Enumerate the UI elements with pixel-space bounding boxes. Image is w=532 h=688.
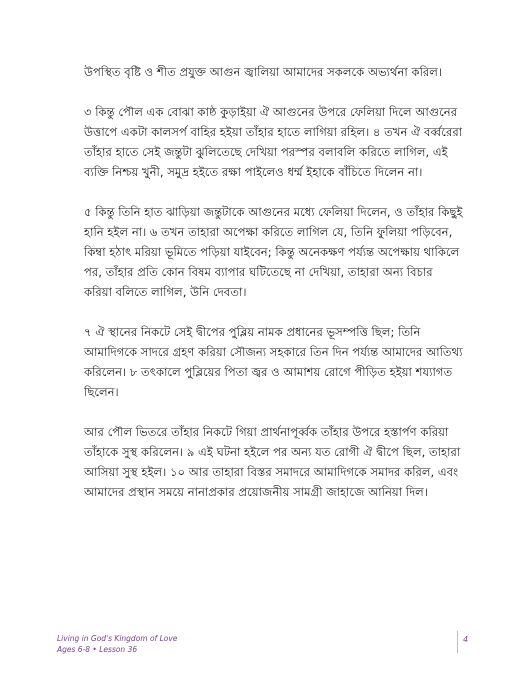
paragraph-2: ৩ কিন্তু পৌল এক বোঝা কাষ্ঠ কুড়াইয়া ঐ আগুনের উপরে ফেলিয়া দিলে আগুনের উত্তাপে একটা কালসর্প বাহির হইয়া তাঁহার হাতে লাগিয়া রহিল। ৪ তখন ঐ বর্ব্বরেরা তাঁহার হাতে সেই জন্তুটা ঝুলিতেছে দেখিয়া পরস্পর বলাবলি করিতে লাগিল, এই ব্যক্তি নিশ্চয় খুনী, সমুদ্র হইতে রক্ষা পাইলেও ধর্ম্ম ইহাকে বাঁচিতে দিলেন না। xyxy=(84,105,463,179)
footer-text xyxy=(57,633,177,655)
page-footer xyxy=(57,633,477,673)
footer-subtitle: Ages 6-8 • Lesson 36 xyxy=(57,645,138,654)
paragraph-3: ৫ কিন্তু তিনি হাত ঝাড়িয়া জন্তুটাকে আগুনের মধ্যে ফেলিয়া দিলেন, ও তাঁহার কিছুই হানি হইল না। ৬ তখন তাহারা অপেক্ষা করিতে লাগিল যে, তিনি ফুলিয়া পড়িবেন, কিম্বা হঠাৎ মরিয়া ভূমিতে পড়িয়া যাইবেন; কিন্তু অনেকক্ষণ পর্য্যন্ত অপেক্ষায় থাকিলে পর, তাঁহার প্রতি কোন বিষম ব্যাপার ঘটিতেছে না দেখিয়া, তাহারা অন্য বিচার করিয়া বলিতে লাগিল, উনি দেবতা। xyxy=(84,205,463,299)
paragraph-1: উপস্থিত বৃষ্টি ও শীত প্রযুক্ত আগুন জ্বালিয়া আমাদের সকলকে অভ্যর্থনা করিল। xyxy=(84,65,443,79)
page-number: 4 xyxy=(463,635,469,644)
footer-divider xyxy=(457,631,458,653)
paragraph-5: আর পৌল ভিতরে তাঁহার নিকটে গিয়া প্রার্থনাপূর্ব্বক তাঁহার উপরে হস্তার্পণ করিয়া তাঁহাকে সুস্থ করিলেন। ৯ এই ঘটনা হইলে পর অন্য যত রোগী ঐ দ্বীপে ছিল, তাহারা আসিয়া সুস্থ হইল। ১০ আর তাহারা বিস্তর সমাদরে আমাদিগকে সমাদর করিল, এবং আমাদের প্রস্থান সময়ে নানাপ্রকার প্রয়োজনীয় সামগ্রী জাহাজে আনিয়া দিল। xyxy=(84,425,461,499)
paragraph-4: ৭ ঐ স্থানের নিকটে সেই দ্বীপের পুব্লিয় নামক প্রধানের ভূসম্পত্তি ছিল; তিনি আমাদিগকে সাদরে গ্রহণ করিয়া সৌজন্য সহকারে তিন দিন পর্য্যন্ত আমাদের আতিথ্য করিলেন। ৮ তৎকালে পুব্লিয়ের পিতা জ্বর ও আমাশয় রোগে পীড়িত হইয়া শয্যাগত ছিলেন। xyxy=(84,325,463,399)
footer-title: Living in God's Kingdom of Love xyxy=(57,634,178,643)
body-text xyxy=(84,62,464,522)
